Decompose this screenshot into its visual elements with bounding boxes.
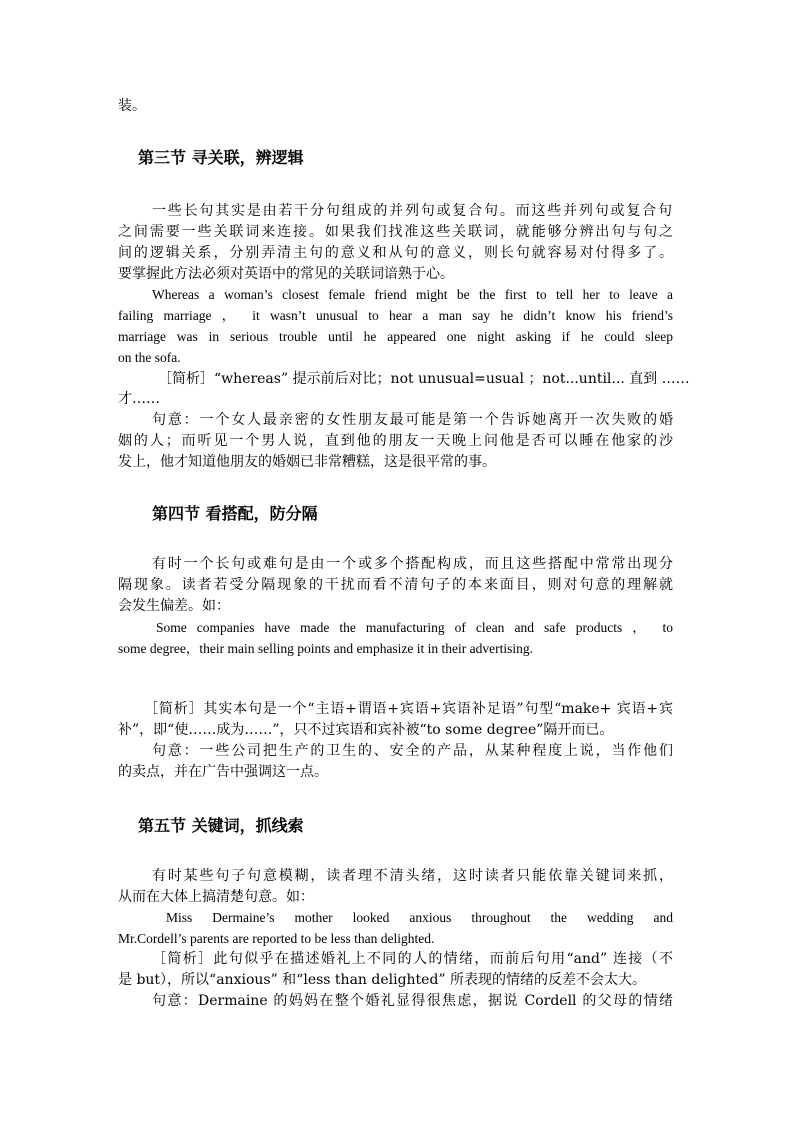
section5-heading: 第五节 关键词，抓线索 <box>138 816 304 835</box>
analysis-line: ［简析］此句似乎在描述婚礼上不同的人的情绪，而前后句用“and” 连接（不 <box>152 951 673 967</box>
example-line: Whereas a woman’s closest female friend might be the first to tell her to leave a <box>152 287 673 302</box>
example-line: Some companies have made the manufacturing of clean and safe products ， to <box>156 620 673 635</box>
meaning-line: 的卖点，并在广告中强调这一点。 <box>118 764 328 780</box>
section3-heading: 第三节 寻关联，辨逻辑 <box>138 148 304 167</box>
meaning-line: 句意：Dermaine 的妈妈在整个婚礼显得很焦虑，据说 Cordell 的父母的情绪 <box>152 993 673 1009</box>
paragraph-line: 会发生偏差。如： <box>118 598 230 614</box>
section4-heading: 第四节 看搭配，防分隔 <box>152 504 318 523</box>
analysis-line: ［简析］“whereas” 提示前后对比；not unusual=usual ；not...until... 直到 …… <box>158 371 690 387</box>
paragraph-line: 间的逻辑关系，分别弄清主句的意义和从句的意义，则长句就容易对付得多了。 <box>118 245 673 261</box>
example-line: on the sofa. <box>118 350 181 365</box>
analysis-line: 是 but），所以“anxious” 和“less than delighted” 所表现的情绪的反差不会太大。 <box>118 972 647 988</box>
meaning-line: 姻的人；而听见一个男人说，直到他的朋友一天晚上问他是否可以睡在他家的沙 <box>118 433 673 449</box>
analysis-line: 补”，即“使……成为……”，只不过宾语和宾补被“to some degree”隔开而已。 <box>118 722 614 738</box>
meaning-line: 句意：一些公司把生产的卫生的、安全的产品，从某种程度上说，当作他们 <box>152 743 673 759</box>
paragraph-line: 隔现象。读者若受分隔现象的干扰而看不清句子的本来面目，则对句意的理解就 <box>118 577 673 593</box>
meaning-line: 句意：一个女人最亲密的女性朋友最可能是第一个告诉她离开一次失败的婚 <box>152 412 673 428</box>
top-fragment: 装。 <box>118 98 146 114</box>
paragraph-line: 有时某些句子句意模糊，读者理不清头绪，这时读者只能依靠关键词来抓， <box>152 868 673 884</box>
analysis-line: ［简析］其实本句是一个“主语+谓语+宾语+宾语补足语”句型“make+ 宾语+宾 <box>144 701 673 717</box>
meaning-line: 发上，他才知道他朋友的婚姻已非常糟糕，这是很平常的事。 <box>118 454 496 470</box>
paragraph-line: 一些长句其实是由若干分句组成的并列句或复合句。而这些并列句或复合句 <box>152 203 672 219</box>
paragraph-line: 有时一个长句或难句是由一个或多个搭配构成，而且这些搭配中常常出现分 <box>152 556 673 572</box>
example-line: Mr.Cordell’s parents are reported to be less than delighted. <box>118 931 435 946</box>
example-line: marriage was in serious trouble until he appeared one night asking if he could sleep <box>118 329 673 344</box>
analysis-line: 才…… <box>118 391 160 407</box>
paragraph-line: 要掌握此方法必须对英语中的常见的关联词谙熟于心。 <box>118 266 454 282</box>
example-line: some degree，their main selling points and emphasize it in their advertising. <box>118 641 534 656</box>
example-line: failing marriage ， it wasn’t unusual to hear a man say he didn’t know his friend’s <box>118 308 673 323</box>
paragraph-line: 之间需要一些关联词来连接。如果我们找准这些关联词，就能够分辨出句与句之 <box>118 224 673 240</box>
example-line: Miss Dermaine’s mother looked anxious throughout the wedding and <box>166 910 673 925</box>
paragraph-line: 从而在大体上搞清楚句意。如： <box>118 889 314 905</box>
